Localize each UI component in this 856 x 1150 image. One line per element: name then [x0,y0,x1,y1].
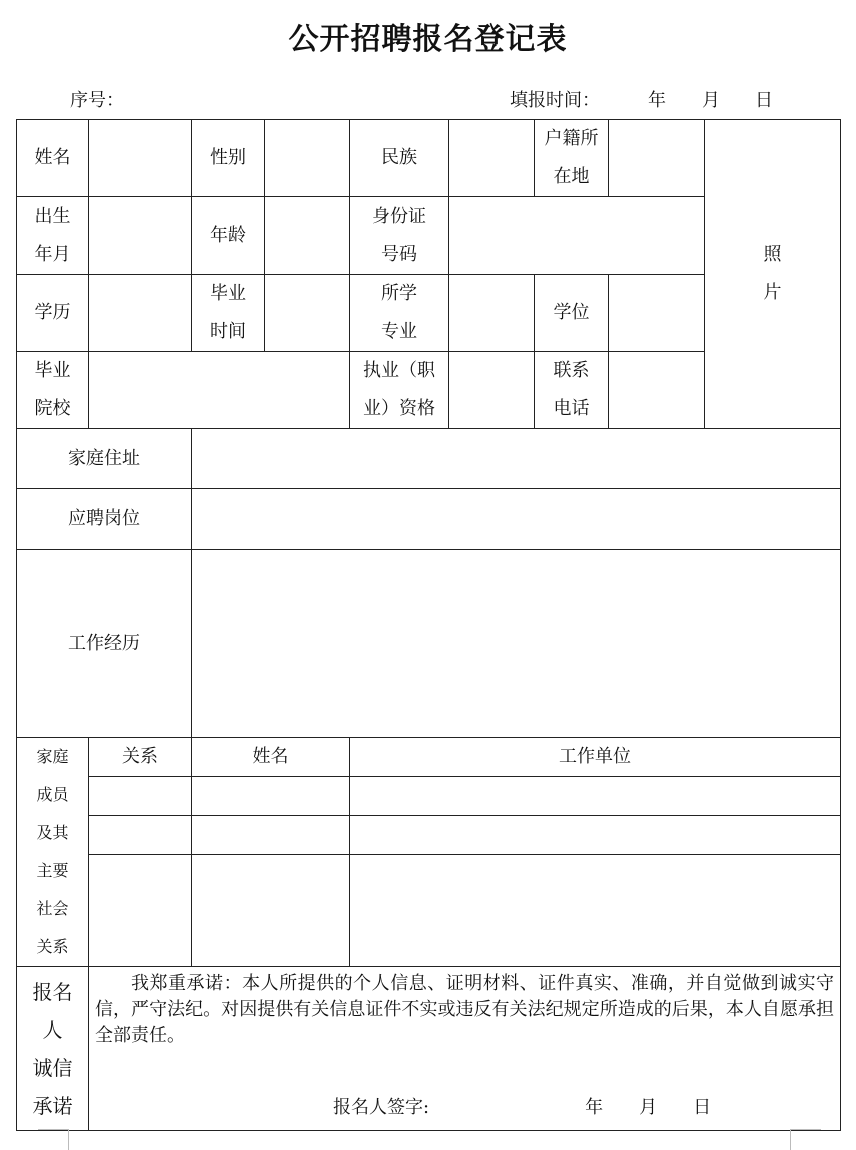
pledge-signature-line[interactable] [333,1096,711,1120]
age-field[interactable] [265,197,350,275]
position-label: 应聘岗位 [17,489,192,550]
phone-label [535,352,609,429]
pledge-label-line: 人 [42,1017,63,1042]
family-label-line: 成员 [36,785,69,804]
family-relation-cell[interactable] [89,816,192,855]
school-field[interactable] [89,352,350,429]
registration-form-table [16,119,841,1131]
photo-label-line2: 片 [763,282,782,303]
pledge-label [17,967,89,1131]
family-workplace-cell[interactable] [350,816,841,855]
degree-label: 学位 [535,275,609,352]
family-label-line: 关系 [36,937,69,956]
row-experience [17,550,841,738]
photo-box[interactable] [705,120,841,429]
address-field[interactable] [192,429,841,489]
grad-time-label-line2: 时间 [210,321,246,342]
page-corner-mark-right [790,1129,821,1150]
license-label [350,352,449,429]
ethnicity-field[interactable] [449,120,535,197]
birth-label [17,197,89,275]
fill-date-label: 填报时间： [510,90,600,111]
fill-date-day: 日 [755,90,773,111]
grad-time-label [192,275,265,352]
grad-time-field[interactable] [265,275,350,352]
family-label-line: 家庭 [36,747,69,766]
license-label-line1: 执业（职 [363,360,435,381]
major-label-line1: 所学 [381,283,417,304]
family-relation-cell[interactable] [89,777,192,816]
grad-time-label-line1: 毕业 [210,283,246,304]
pledge-text: 我郑重承诺：本人所提供的个人信息、证明材料、证件真实、准确，并自觉做到诚实守信，严守法纪。对因提供有关信息证件不实或违反有关法纪规定所造成的后果，本人自愿承担全部责任。 [95,973,834,1046]
photo-label-line1: 照 [763,244,782,265]
hukou-label-line1: 户籍所 [544,128,599,149]
gender-field[interactable] [265,120,350,197]
age-label: 年龄 [192,197,265,275]
page-title: 公开招聘报名登记表 [288,22,568,57]
birth-field[interactable] [89,197,192,275]
id-label-line1: 身份证 [372,205,426,227]
address-label: 家庭住址 [17,429,192,489]
family-workplace-cell[interactable] [350,777,841,816]
education-label: 学历 [17,275,89,352]
hukou-field[interactable] [609,120,705,197]
name-label: 姓名 [17,120,89,197]
pledge-year: 年 [585,1097,604,1118]
pledge-label-line: 报名 [32,979,73,1004]
row-position [17,489,841,550]
family-label-line: 及其 [36,823,69,842]
position-field[interactable] [192,489,841,550]
degree-field[interactable] [609,275,705,352]
family-col-workplace: 工作单位 [350,738,841,777]
family-label-line: 社会 [36,899,69,918]
family-name-cell[interactable] [192,855,350,967]
fill-date-year: 年 [648,90,666,111]
gender-label: 性别 [192,120,265,197]
birth-label-line1: 出生 [34,205,71,227]
family-header-row [17,738,841,777]
school-label-line1: 毕业 [34,360,71,381]
phone-label-line1: 联系 [553,360,590,381]
major-field[interactable] [449,275,535,352]
pledge-row [17,967,841,1131]
pledge-month: 月 [639,1097,658,1118]
pledge-label-line: 承诺 [32,1093,73,1118]
family-relation-cell[interactable] [89,855,192,967]
id-label [350,197,449,275]
family-row [17,816,841,855]
family-row [17,855,841,967]
family-name-cell[interactable] [192,816,350,855]
family-workplace-cell[interactable] [350,855,841,967]
school-label-line2: 院校 [34,398,71,419]
experience-label: 工作经历 [17,550,192,738]
experience-field[interactable] [192,550,841,738]
hukou-label [535,120,609,197]
page-corner-mark-left [38,1129,69,1150]
family-row [17,777,841,816]
pledge-cell [89,967,841,1131]
hukou-label-line2: 在地 [553,166,590,187]
serial-label: 序号： [70,90,124,111]
license-label-line2: 业）资格 [363,398,435,419]
family-col-name: 姓名 [192,738,350,777]
name-field[interactable] [89,120,192,197]
school-label [17,352,89,429]
family-label [17,738,89,967]
pledge-label-line: 诚信 [32,1055,73,1080]
id-label-line2: 号码 [381,243,417,265]
license-field[interactable] [449,352,535,429]
birth-label-line2: 年月 [34,243,71,265]
family-name-cell[interactable] [192,777,350,816]
ethnicity-label: 民族 [350,120,449,197]
family-label-line: 主要 [36,861,69,880]
phone-label-line2: 电话 [553,398,590,419]
major-label [350,275,449,352]
row-address [17,429,841,489]
family-col-relation: 关系 [89,738,192,777]
major-label-line2: 专业 [381,321,417,342]
pledge-day: 日 [693,1097,712,1118]
fill-date-month: 月 [702,90,720,111]
row-basic-info [17,120,841,197]
id-field[interactable] [449,197,705,275]
pledge-sign-label: 报名人签字: [333,1097,430,1118]
education-field[interactable] [89,275,192,352]
phone-field[interactable] [609,352,705,429]
